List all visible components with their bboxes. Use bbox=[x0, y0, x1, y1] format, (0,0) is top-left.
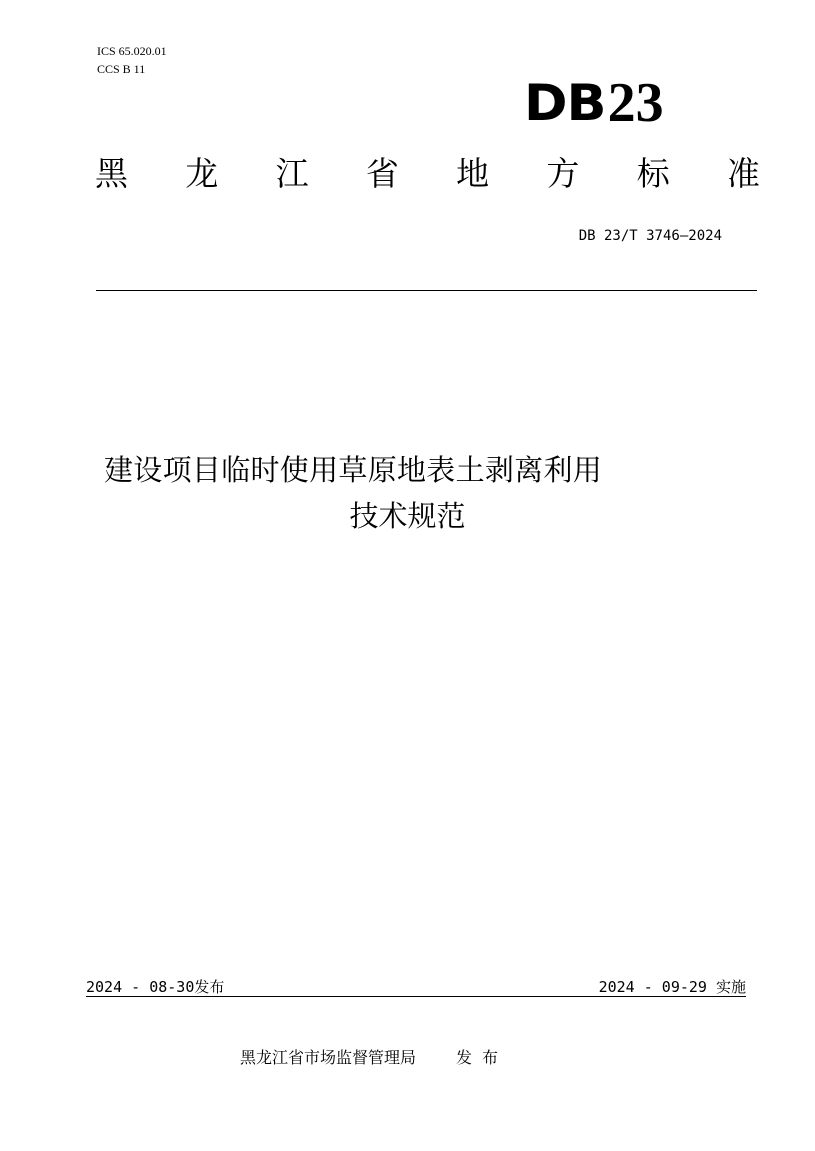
issuer-action: 发布 bbox=[456, 1048, 509, 1067]
implement-label: 实施 bbox=[715, 978, 746, 996]
date-bar bbox=[86, 976, 746, 997]
document-title-line-1: 建设项目临时使用草原地表土剥离利用 bbox=[104, 453, 603, 487]
db-logo bbox=[524, 72, 709, 134]
release-info bbox=[86, 976, 224, 997]
header-divider bbox=[96, 290, 757, 291]
heading-char: 方 bbox=[546, 154, 580, 193]
heading-char: 地 bbox=[456, 154, 490, 193]
logo-number: 23 bbox=[607, 72, 664, 134]
release-date: 2024 - 08-30 bbox=[86, 978, 195, 996]
implement-info bbox=[599, 976, 746, 997]
heading-char: 黑 bbox=[95, 154, 128, 193]
document-title-line-2: 技术规范 bbox=[349, 499, 466, 533]
ics-code: ICS 65.020.01 bbox=[97, 44, 167, 58]
heading-char: 省 bbox=[365, 154, 399, 193]
issuer-line bbox=[240, 1045, 508, 1068]
heading-char: 龙 bbox=[185, 154, 219, 193]
standard-type-heading bbox=[95, 152, 760, 196]
issuer-name: 黑龙江省市场监督管理局 bbox=[240, 1048, 417, 1067]
implement-date: 2024 - 09-29 bbox=[598, 978, 707, 996]
release-label: 发布 bbox=[194, 978, 225, 996]
ccs-code: CCS B 11 bbox=[97, 62, 146, 76]
heading-char: 标 bbox=[636, 154, 670, 193]
heading-char: 江 bbox=[275, 154, 309, 193]
heading-char: 准 bbox=[726, 154, 760, 193]
standard-number: DB 23/T 3746—2024 bbox=[578, 228, 722, 244]
logo-prefix: DB bbox=[524, 74, 606, 132]
classification-codes bbox=[97, 42, 167, 78]
